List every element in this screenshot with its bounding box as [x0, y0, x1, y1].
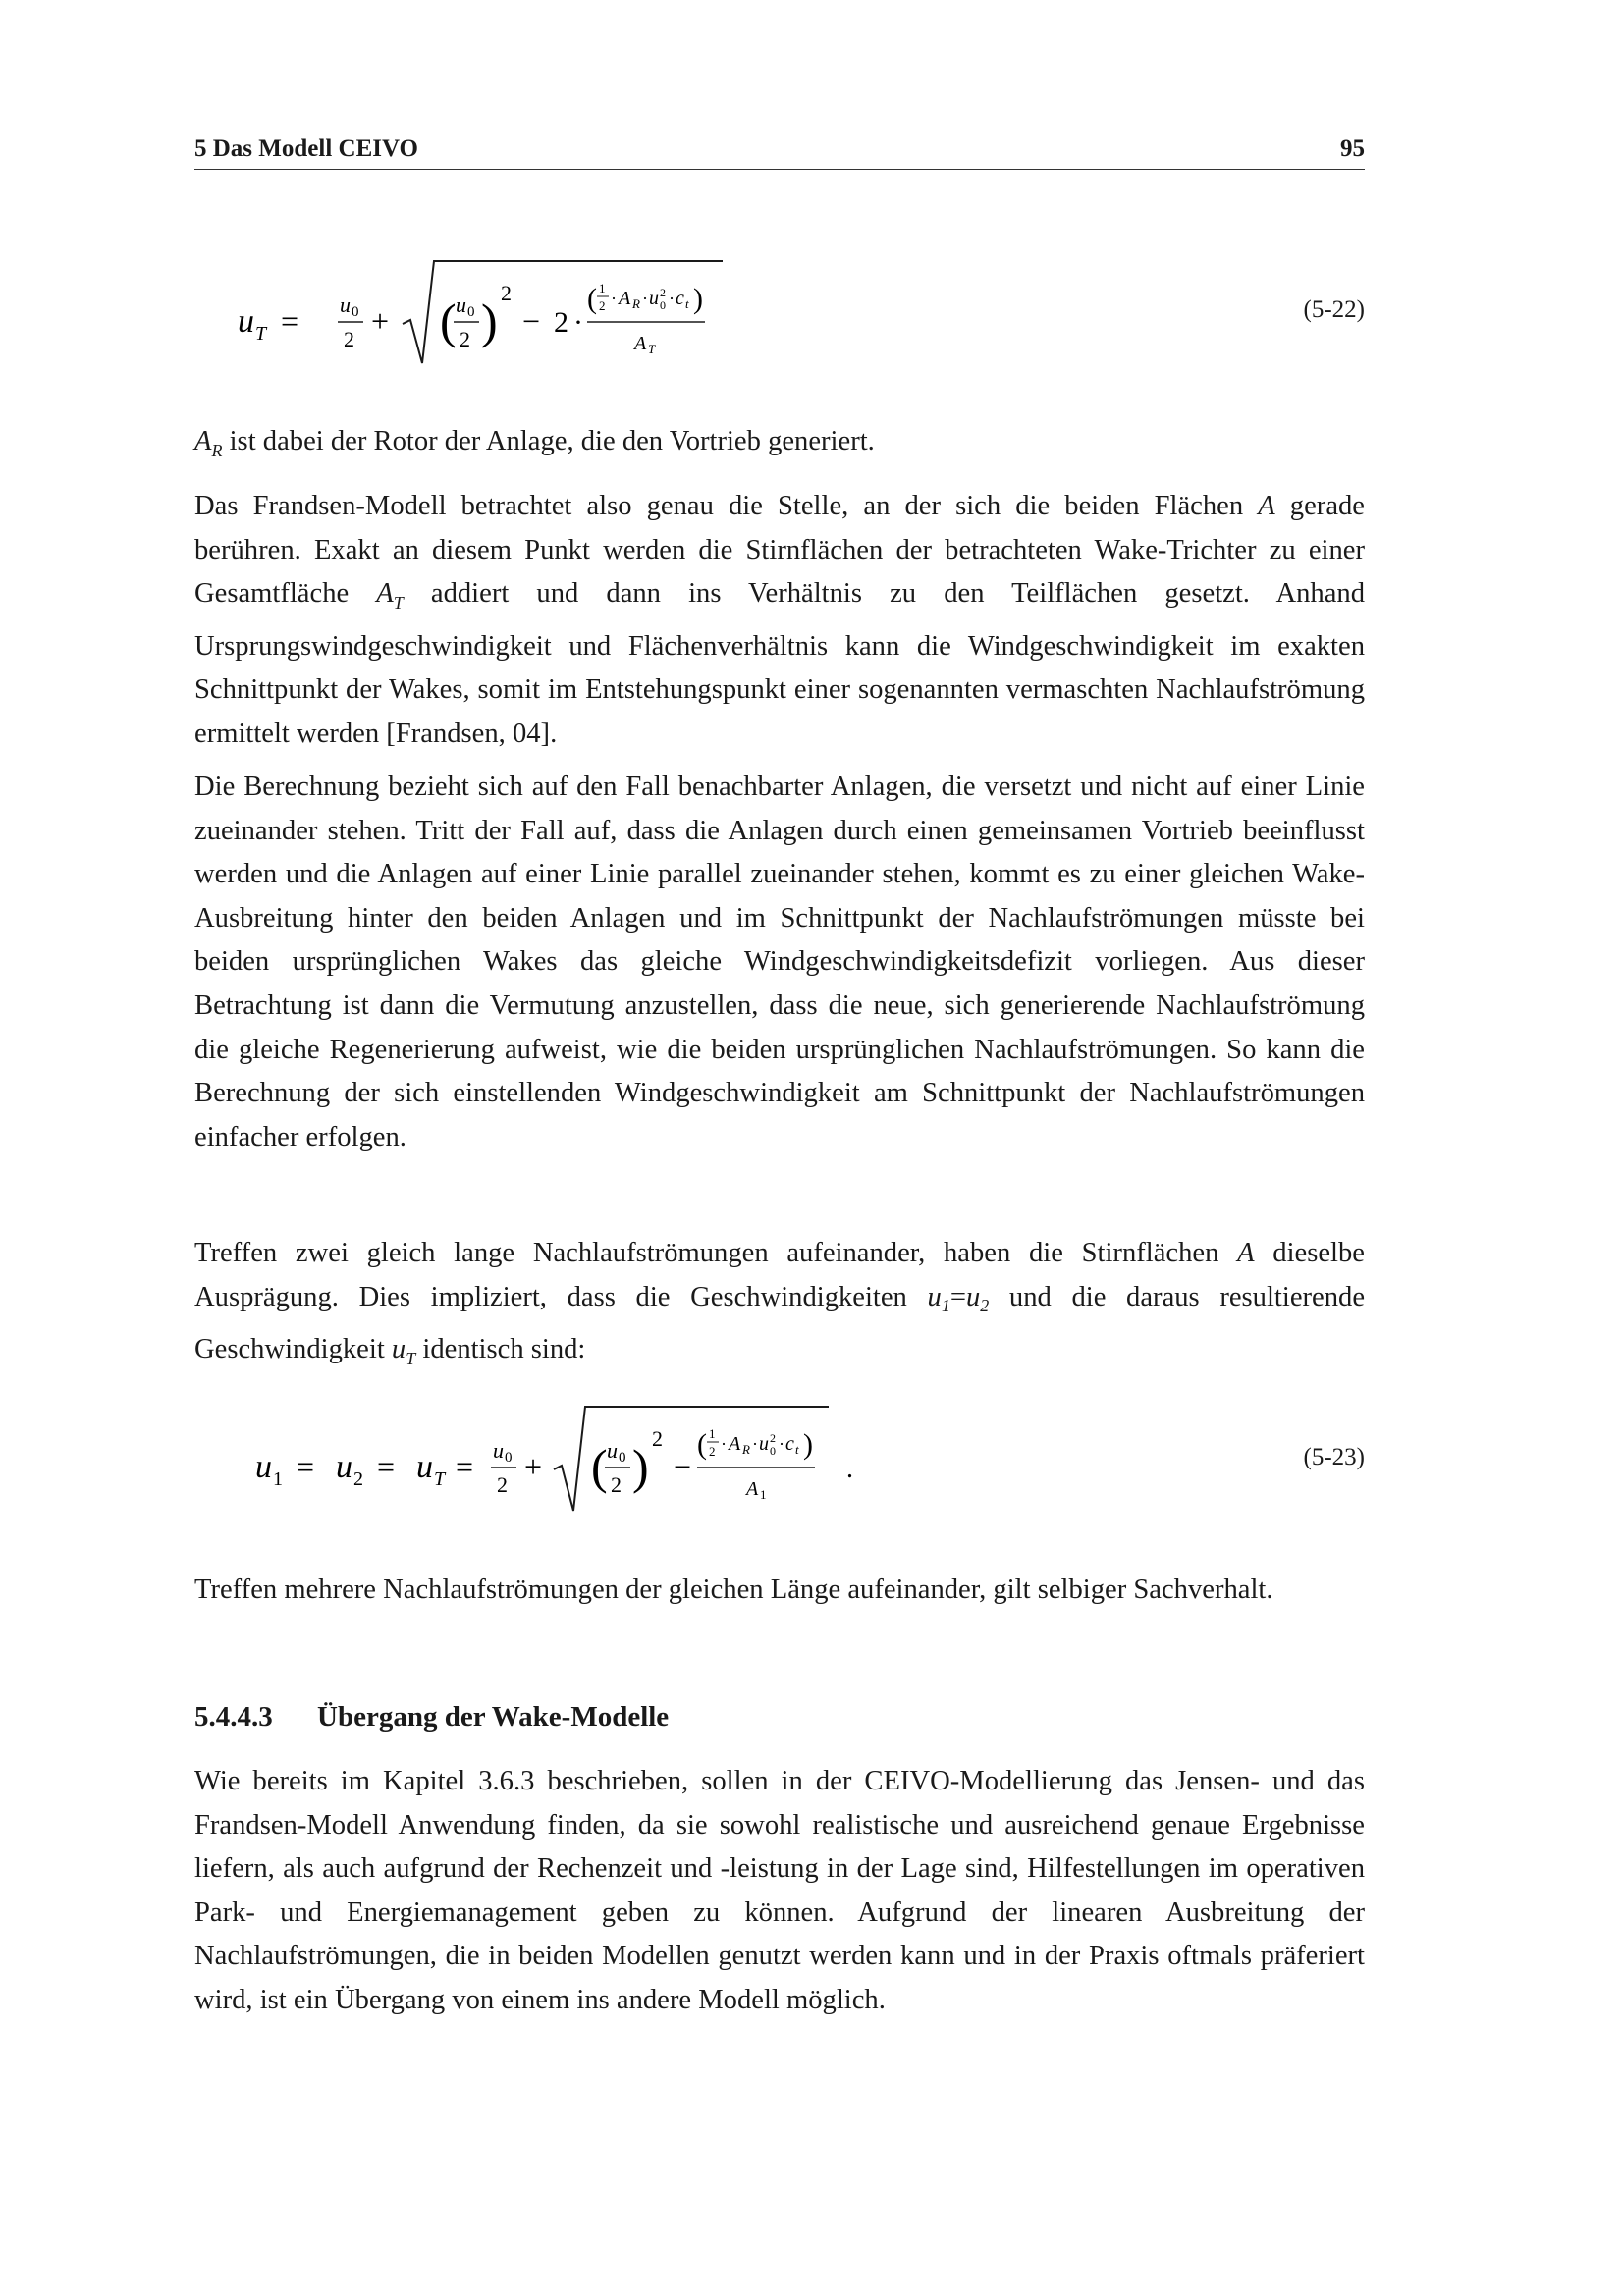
running-header — [194, 135, 1365, 170]
eq2-period: . — [846, 1454, 853, 1484]
eq1-two: 2 — [554, 306, 568, 339]
paragraph-1 — [194, 420, 1365, 472]
eq1-dot-a: · — [611, 289, 617, 308]
eq2-den-A-sub: 1 — [760, 1487, 767, 1502]
equation-5-22 — [194, 253, 1365, 371]
p1-sub: R — [211, 440, 223, 460]
eq2-eq-2: = — [377, 1449, 396, 1484]
eq2-u2-sub: 2 — [353, 1468, 363, 1490]
eq1-equals: = — [281, 303, 299, 339]
eq1-np-open: ( — [587, 283, 597, 315]
eq1-num-A: A — [619, 288, 631, 309]
eq2-u1-sub: 1 — [273, 1468, 283, 1490]
equation-5-22-formula — [194, 253, 941, 371]
paragraph-2 — [194, 485, 1365, 756]
eq1-half-num: 1 — [599, 281, 606, 295]
eq1-half-den: 2 — [599, 298, 606, 313]
eq2-dot-b: · — [752, 1434, 758, 1454]
p4-text-b: dieselbe Ausprägung. Dies impliziert, dass die Geschwindigkeiten — [194, 1238, 1365, 1312]
eq2-np-close: ) — [803, 1428, 813, 1461]
p2-text-a: Das Frandsen-Modell betrachtet also genau die Stelle, an der sich die beiden Flächen — [194, 491, 1259, 521]
paragraph-3 — [194, 766, 1365, 1159]
eq1-den-T: T — [648, 342, 656, 356]
eq2-den-A: A — [746, 1478, 759, 1500]
paragraph-4 — [194, 1232, 1365, 1380]
eq2-num-u: u — [759, 1433, 769, 1455]
eq1-paren-close: ) — [481, 294, 498, 348]
eq2-ut-sub: T — [434, 1468, 446, 1490]
equation-number-2: (5-23) — [1303, 1444, 1365, 1470]
eq1-minus: − — [522, 303, 541, 339]
eq1-in-num-sub: 0 — [467, 304, 475, 320]
p4-var-u1-sub: 1 — [941, 1296, 950, 1316]
eq2-in-den: 2 — [611, 1472, 622, 1497]
eq1-frac-num-sub: 0 — [352, 304, 359, 320]
p6-text: Wie bereits im Kapitel 3.6.3 beschrieben, sollen in der CEIVO-Modellierung das Jensen- und das Frandsen-Modell Anwendung finden, da sie sowohl realistische und ausreichend genaue Ergebnisse liefern, als auch aufgrund der Rechenzeit und -leistung in der Lage sind, Hilfestellungen im operativen Park- und Energiemanagement geben zu können. Aufgrund der linearen Ausbreitung der Nachlaufströmungen, die in beiden Modellen genutzt werden kann und in der Praxis oftmals präferiert wird, ist ein Übergang von einem ins andere Modell möglich. — [194, 1766, 1365, 2015]
eq2-num-u-sub: 0 — [770, 1444, 776, 1458]
p1-text: ist dabei der Rotor der Anlage, die den Vortrieb generiert. — [222, 426, 875, 456]
eq2-num-A: A — [729, 1433, 741, 1455]
p2-text-c: addiert und dann ins Verhältnis zu den Teilflächen gesetzt. Anhand Ursprungswindgeschwindigkeit und Flächenverhältnis kann die Windgeschwindigkeit im exakten Schnittpunkt der Wakes, somit im Entstehungspunkt einer sogenannten vermaschten Nachlaufströmung ermittelt werden [Frandsen, 04]. — [194, 578, 1365, 749]
eq2-paren-close: ) — [632, 1439, 649, 1494]
p2-text-b: gerade berühren. Exakt an diesem Punkt werden die Stirnflächen der betrachteten Wake-Trichter zu einer Gesamtfläche — [194, 491, 1365, 610]
eq1-np-close: ) — [693, 283, 703, 315]
eq1-lhs-sub: T — [255, 323, 267, 345]
eq2-num-R: R — [742, 1442, 750, 1457]
eq2-dot-c: · — [779, 1434, 784, 1454]
eq1-num-c: c — [676, 288, 684, 309]
eq1-dot: · — [573, 306, 583, 339]
eq1-frac-num: u — [340, 293, 351, 317]
eq1-num-sq: 2 — [660, 286, 666, 299]
p1-var: A — [194, 426, 212, 456]
p4-text-c: und die daraus resultierende Geschwindigkeit — [194, 1281, 1366, 1364]
eq1-exp: 2 — [501, 281, 512, 305]
eq1-num-R: R — [632, 296, 640, 311]
p2-var-at: A — [376, 578, 394, 610]
eq2-frac-den: 2 — [497, 1472, 508, 1497]
eq2-exp: 2 — [652, 1426, 663, 1451]
eq2-dot-a: · — [721, 1434, 727, 1454]
p4-var-u1: u — [927, 1281, 942, 1312]
eq2-minus: − — [674, 1449, 692, 1484]
p4-var-u2-sub: 2 — [980, 1296, 990, 1316]
eq2-eq-3: = — [456, 1449, 474, 1484]
paragraph-6 — [194, 1760, 1365, 2023]
p4-text-d: identisch sind: — [415, 1333, 586, 1364]
eq1-num-t: t — [685, 296, 689, 311]
eq1-dot-c: · — [669, 289, 675, 308]
eq2-in-num-sub: 0 — [619, 1450, 626, 1466]
eq1-den-A: A — [634, 333, 647, 354]
eq1-paren-open: ( — [440, 294, 457, 348]
chapter-title: 5 Das Modell CEIVO — [194, 135, 418, 162]
eq2-frac-num-sub: 0 — [505, 1450, 513, 1466]
p4-var-a: A — [1237, 1238, 1255, 1268]
eq1-in-num: u — [456, 293, 466, 317]
equation-5-23-formula — [194, 1399, 941, 1517]
p3-text: Die Berechnung bezieht sich auf den Fall benachbarter Anlagen, die versetzt und nicht auf einer Linie zueinander stehen. Tritt der Fall auf, dass die Anlagen durch einen gemeinsamen Vortrieb beeinflusst werden und die Anlagen auf einer Linie parallel zueinander stehen, kommt es zu einer gleichen Wake-Ausbreitung hinter den beiden Anlagen und im Schnittpunkt der Nachlaufströmungen müsste bei beiden ursprünglichen Wakes das gleiche Windgeschwindigkeitsdefizit vorliegen. Aus dieser Betrachtung ist dann die Vermutung anzustellen, dass die neue, sich generierende Nachlaufströmung die gleiche Regenerierung aufweist, wie die beiden ursprünglichen Nachlaufströmungen. So kann die Berechnung der sich einstellenden Windgeschwindigkeit am Schnittpunkt der Nachlaufströmungen einfacher erfolgen. — [194, 772, 1365, 1152]
eq2-half-num: 1 — [709, 1426, 716, 1441]
eq2-np-open: ( — [697, 1428, 707, 1461]
p4-var-ut-sub: T — [406, 1348, 416, 1368]
section-heading — [194, 1701, 1365, 1734]
p2-var-at-sub: T — [393, 592, 404, 613]
eq1-in-den: 2 — [460, 327, 470, 351]
eq2-plus: + — [524, 1449, 543, 1484]
eq2-num-c: c — [785, 1433, 794, 1455]
p4-var-ut: u — [391, 1333, 406, 1364]
eq1-dot-b: · — [642, 289, 648, 308]
p4-text-a: Treffen zwei gleich lange Nachlaufströmungen aufeinander, haben die Stirnflächen — [194, 1238, 1238, 1268]
eq2-paren-open: ( — [591, 1439, 608, 1494]
eq1-plus: + — [371, 303, 390, 339]
p4-equals: = — [949, 1281, 966, 1312]
eq1-frac-den: 2 — [344, 327, 354, 351]
eq1-num-u: u — [649, 288, 659, 309]
p2-var-a: A — [1258, 491, 1275, 521]
eq2-u2: u — [336, 1449, 352, 1485]
eq2-num-t: t — [795, 1442, 799, 1457]
section-number: 5.4.4.3 — [194, 1701, 273, 1733]
eq1-num-u-sub: 0 — [660, 298, 666, 312]
paragraph-5 — [194, 1569, 1365, 1613]
eq2-eq-1: = — [297, 1449, 315, 1484]
equation-number: (5-22) — [1303, 296, 1365, 323]
eq2-frac-num: u — [493, 1438, 504, 1463]
equation-5-23 — [194, 1399, 1365, 1517]
page-number: 95 — [1340, 135, 1365, 162]
eq1-lhs: u — [238, 303, 254, 340]
section-title: Übergang der Wake-Modelle — [317, 1701, 670, 1733]
p5-text: Treffen mehrere Nachlaufströmungen der gleichen Länge aufeinander, gilt selbiger Sachverhalt. — [194, 1575, 1273, 1605]
eq2-u1: u — [255, 1449, 272, 1485]
eq2-ut: u — [416, 1449, 433, 1485]
eq2-in-num: u — [607, 1438, 618, 1463]
eq2-num-sq: 2 — [770, 1431, 776, 1445]
eq2-half-den: 2 — [709, 1444, 716, 1459]
p4-var-u2: u — [965, 1281, 981, 1312]
